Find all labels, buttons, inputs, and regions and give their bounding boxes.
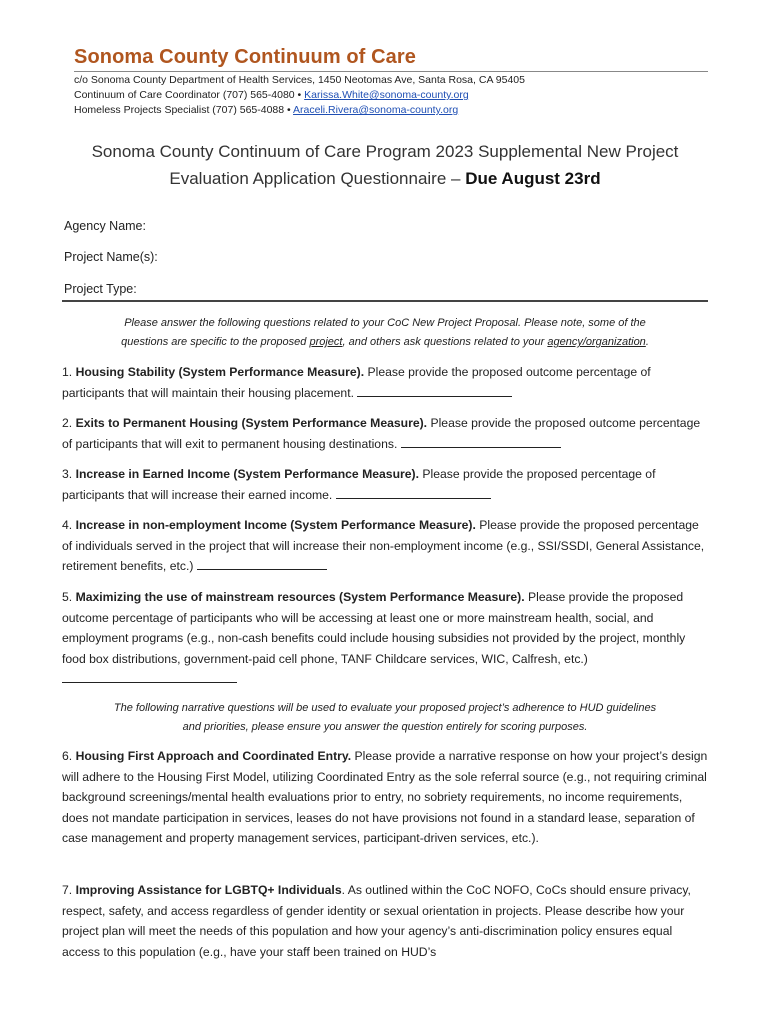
answer-blank[interactable]: [336, 485, 491, 499]
specialist-contact: [74, 104, 458, 116]
question-6: [62, 746, 708, 849]
instructions-note: [70, 314, 700, 352]
specialist-label: Homeless Projects Specialist (707) 565-4088 •: [74, 104, 294, 116]
question-7: [62, 880, 708, 962]
section-divider: [62, 300, 708, 302]
answer-blank[interactable]: [197, 556, 327, 570]
question-heading: Housing First Approach and Coordinated Entry.: [75, 749, 352, 763]
question-number: 7.: [62, 883, 76, 897]
question-text: Please provide a narrative response on how your project’s design will adhere to the Housing First Model, utilizing Coordinated Entry as the sole referral source (e.g., not requiring criminal background screenings/mental health evaluations prior to entry, no sobriety requirements, no income requirements, does not mandate participation in services, leases do not have provisions not found in a standard lease, separation of case management and property management services, participant-driven services, etc.).: [62, 749, 708, 845]
question-number: 5.: [62, 590, 76, 604]
project-underlined: project: [309, 336, 343, 348]
question-text: Please provide the proposed percentage of participants that will increase their earned income.: [62, 467, 656, 502]
instructions-text-a: questions are specific to the proposed: [121, 336, 310, 348]
document-title: [62, 138, 708, 192]
question-text: Please provide the proposed outcome percentage of participants who will be accessing at least one or more mainstream health, social, and employment programs (e.g., non-cash benefits could include housing subsidies not provided by the project, monthly food box distributions, government-paid cell phone, TANF Childcare services, WIC, Calfresh, etc.): [62, 590, 686, 666]
narrative-note-line-1: The following narrative questions will be used to evaluate your proposed project’s adherence to HUD guidelines: [113, 702, 657, 714]
project-type-label: Project Type:: [64, 282, 137, 296]
question-text: Please provide the proposed outcome percentage of participants that will exit to permanent housing destinations.: [62, 416, 701, 451]
question-number: 6.: [62, 749, 76, 763]
title-line-2: [62, 165, 708, 192]
coordinator-contact: [74, 89, 469, 101]
question-heading: Improving Assistance for LGBTQ+ Individuals: [75, 883, 342, 897]
question-heading: Housing Stability (System Performance Measure).: [75, 365, 365, 379]
narrative-note-line-2: and priorities, please ensure you answer the question entirely for scoring purposes.: [182, 721, 588, 733]
question-heading: Increase in Earned Income (System Performance Measure).: [75, 467, 419, 481]
answer-blank[interactable]: [357, 383, 512, 397]
question-4: [62, 515, 708, 577]
due-date: Due August 23rd: [465, 169, 601, 188]
question-5: [62, 587, 708, 690]
question-text: Please provide the proposed outcome percentage of participants that will maintain their housing placement.: [62, 365, 651, 400]
question-heading: Exits to Permanent Housing (System Performance Measure).: [75, 416, 428, 430]
instructions-line-1: Please answer the following questions related to your CoC New Project Proposal. Please note, some of the: [124, 317, 646, 329]
question-heading: Maximizing the use of mainstream resources (System Performance Measure).: [75, 590, 525, 604]
org-title: Sonoma County Continuum of Care: [74, 46, 416, 68]
question-1: [62, 362, 708, 403]
question-number: 1.: [62, 365, 76, 379]
title-line-2-text: Evaluation Application Questionnaire –: [169, 169, 466, 188]
question-text: Please provide the proposed percentage of individuals served in the project that will increase their non-employment income (e.g., SSI/SSDI, General Assistance, retirement benefits, etc.): [62, 518, 705, 573]
title-line-1: Sonoma County Continuum of Care Program 2023 Supplemental New Project: [91, 142, 679, 161]
answer-blank[interactable]: [62, 669, 237, 683]
agency-name-label: Agency Name:: [64, 219, 146, 233]
question-2: [62, 413, 708, 454]
question-number: 2.: [62, 416, 76, 430]
instructions-line-2: [70, 333, 700, 352]
project-names-label: Project Name(s):: [64, 250, 158, 264]
answer-blank[interactable]: [401, 434, 561, 448]
question-text: . As outlined within the CoC NOFO, CoCs should ensure privacy, respect, safety, and access regardless of gender identity or sexual orientation in projects. Please describe how your project plan will meet the needs of this population and how your agency’s anti-discrimination policy ensures equal access to this population (e.g., have your staff been trained on HUD’s: [62, 883, 691, 959]
instructions-text-c: .: [645, 336, 649, 348]
question-number: 3.: [62, 467, 76, 481]
agency-underlined: agency/organization: [547, 336, 646, 348]
coordinator-email-link[interactable]: Karissa.White@sonoma-county.org: [304, 89, 469, 101]
question-heading: Increase in non-employment Income (System Performance Measure).: [75, 518, 476, 532]
question-3: [62, 464, 708, 505]
header-divider: [74, 71, 708, 72]
instructions-text-b: , and others ask questions related to your: [342, 336, 548, 348]
address-line: c/o Sonoma County Department of Health Services, 1450 Neotomas Ave, Santa Rosa, CA 95405: [74, 74, 525, 86]
question-number: 4.: [62, 518, 76, 532]
coordinator-label: Continuum of Care Coordinator (707) 565-4080 •: [74, 89, 305, 101]
narrative-note: [70, 699, 700, 737]
specialist-email-link[interactable]: Araceli.Rivera@sonoma-county.org: [293, 104, 459, 116]
